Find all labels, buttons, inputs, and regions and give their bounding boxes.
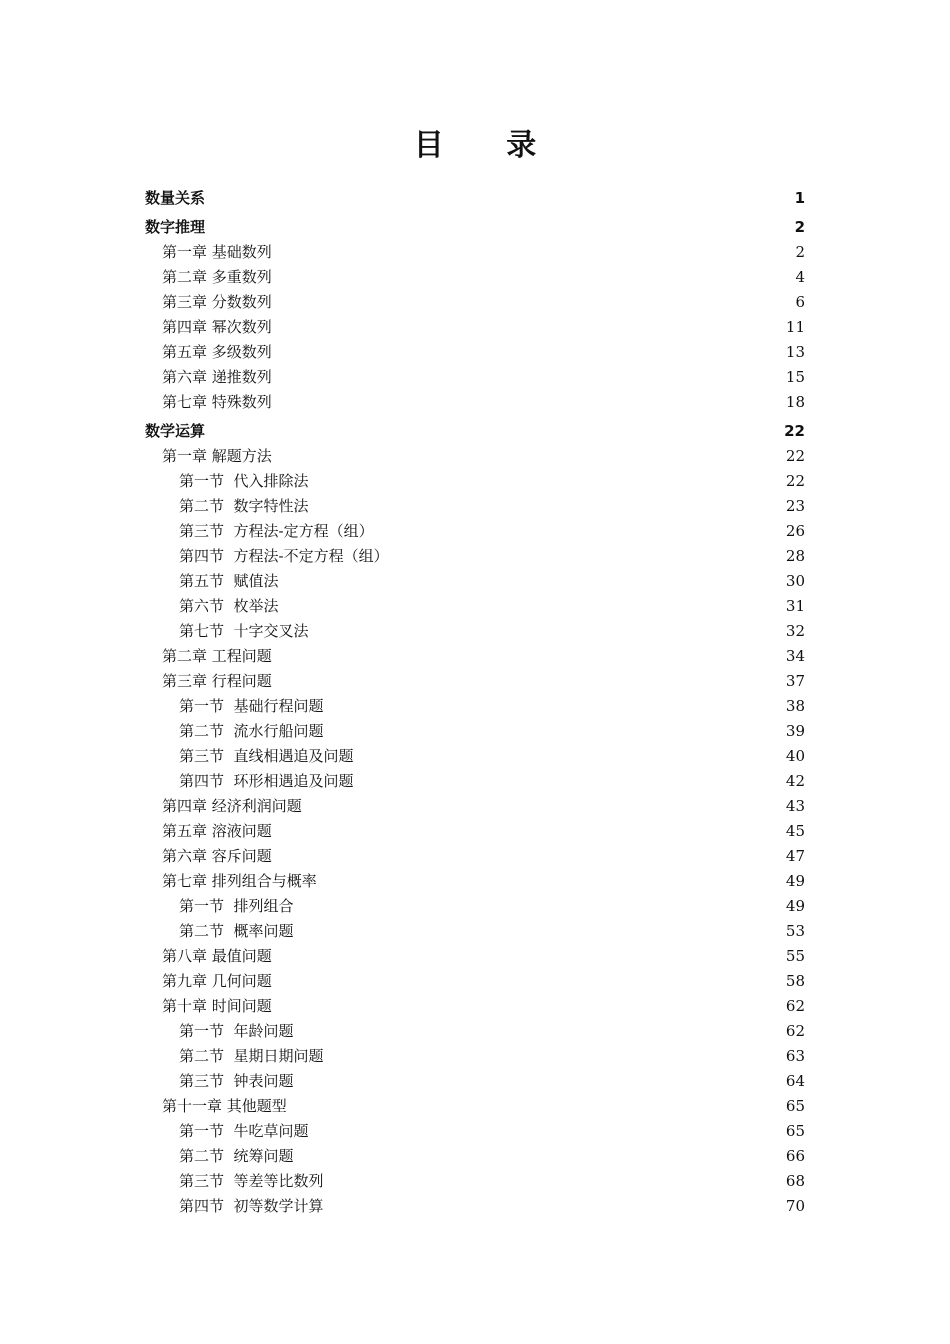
toc-chapter[interactable] <box>0 1094 950 1118</box>
toc-entry-page-number: 31 <box>785 597 805 615</box>
toc-subsection[interactable] <box>0 744 950 768</box>
toc-entry-label: 第七节 十字交叉法 <box>179 622 309 640</box>
toc-entry-page-number: 63 <box>785 1047 805 1065</box>
toc-subsection[interactable] <box>0 1144 950 1168</box>
toc-chapter[interactable] <box>0 994 950 1018</box>
toc-chapter[interactable] <box>0 644 950 668</box>
toc-subsection[interactable] <box>0 719 950 743</box>
toc-entry-page-number: 39 <box>785 722 805 740</box>
toc-chapter[interactable] <box>0 340 950 364</box>
toc-entry-label: 第七章 特殊数列 <box>162 393 272 411</box>
toc-section[interactable] <box>0 215 950 239</box>
toc-entry-page-number: 62 <box>785 1022 805 1040</box>
toc-entry-page-number: 28 <box>785 547 805 565</box>
toc-entry-page-number: 65 <box>785 1122 805 1140</box>
toc-chapter[interactable] <box>0 844 950 868</box>
toc-entry-label: 第三章 分数数列 <box>162 293 272 311</box>
toc-entry-page-number: 43 <box>785 797 805 815</box>
toc-entry-label: 第一节 代入排除法 <box>179 472 309 490</box>
toc-subsection[interactable] <box>0 1169 950 1193</box>
toc-entry-page-number: 32 <box>785 622 805 640</box>
toc-entry-page-number: 34 <box>785 647 805 665</box>
toc-entry-label: 数字推理 <box>145 218 206 236</box>
toc-entry-label: 第二节 统筹问题 <box>179 1147 294 1165</box>
toc-entry-page-number: 49 <box>785 872 805 890</box>
toc-entry-page-number: 42 <box>785 772 805 790</box>
toc-entry-page-number: 68 <box>785 1172 805 1190</box>
toc-entry-label: 第九章 几何问题 <box>162 972 272 990</box>
toc-entry-label: 第二章 多重数列 <box>162 268 272 286</box>
toc-chapter[interactable] <box>0 240 950 264</box>
toc-subsection[interactable] <box>0 569 950 593</box>
toc-subsection[interactable] <box>0 619 950 643</box>
toc-entry-label: 第四章 经济利润问题 <box>162 797 302 815</box>
toc-entry-label: 第四节 方程法-不定方程（组） <box>179 547 389 565</box>
toc-entry-label: 第二节 概率问题 <box>179 922 294 940</box>
toc-entry-label: 第二节 星期日期问题 <box>179 1047 324 1065</box>
toc-entry-label: 第五章 多级数列 <box>162 343 272 361</box>
toc-entry-label: 第四节 初等数学计算 <box>179 1197 324 1215</box>
toc-entry-page-number: 47 <box>785 847 805 865</box>
toc-entry-page-number: 65 <box>785 1097 805 1115</box>
toc-entry-page-number: 26 <box>785 522 805 540</box>
toc-entry-label: 第二节 流水行船问题 <box>179 722 324 740</box>
toc-subsection[interactable] <box>0 694 950 718</box>
toc-entry-label: 第一节 基础行程问题 <box>179 697 324 715</box>
toc-entry-page-number: 49 <box>785 897 805 915</box>
toc-entry-label: 第八章 最值问题 <box>162 947 272 965</box>
toc-entry-page-number: 70 <box>785 1197 805 1215</box>
toc-entry-label: 第四章 幂次数列 <box>162 318 272 336</box>
toc-entry-page-number: 30 <box>785 572 805 590</box>
toc-subsection[interactable] <box>0 519 950 543</box>
toc-chapter[interactable] <box>0 365 950 389</box>
toc-chapter[interactable] <box>0 390 950 414</box>
toc-section[interactable] <box>0 186 950 210</box>
toc-entry-page-number: 22 <box>785 472 805 490</box>
toc-chapter[interactable] <box>0 819 950 843</box>
toc-chapter[interactable] <box>0 944 950 968</box>
toc-entry-label: 第一章 解题方法 <box>162 447 272 465</box>
toc-entry-label: 第六节 枚举法 <box>179 597 279 615</box>
toc-entry-label: 第十一章 其他题型 <box>162 1097 287 1115</box>
toc-section[interactable] <box>0 419 950 443</box>
toc-entry-page-number: 2 <box>795 243 805 261</box>
toc-subsection[interactable] <box>0 1069 950 1093</box>
toc-subsection[interactable] <box>0 1194 950 1218</box>
toc-chapter[interactable] <box>0 315 950 339</box>
toc-entry-page-number: 22 <box>785 447 805 465</box>
toc-entry-page-number: 64 <box>785 1072 805 1090</box>
toc-entry-page-number: 53 <box>785 922 805 940</box>
toc-entry-label: 数学运算 <box>145 422 206 440</box>
toc-chapter[interactable] <box>0 969 950 993</box>
toc-entry-label: 第二章 工程问题 <box>162 647 272 665</box>
toc-entry-label: 第一章 基础数列 <box>162 243 272 261</box>
toc-entry-page-number: 1 <box>794 189 805 207</box>
toc-entry-label: 第二节 数字特性法 <box>179 497 309 515</box>
toc-entry-label: 第一节 排列组合 <box>179 897 294 915</box>
toc-entry-page-number: 45 <box>785 822 805 840</box>
toc-subsection[interactable] <box>0 544 950 568</box>
toc-subsection[interactable] <box>0 1044 950 1068</box>
toc-entry-page-number: 58 <box>785 972 805 990</box>
toc-entry-page-number: 6 <box>795 293 805 311</box>
toc-subsection[interactable] <box>0 494 950 518</box>
toc-entry-label: 第五节 赋值法 <box>179 572 279 590</box>
toc-subsection[interactable] <box>0 769 950 793</box>
toc-subsection[interactable] <box>0 1119 950 1143</box>
toc-subsection[interactable] <box>0 894 950 918</box>
toc-entry-page-number: 55 <box>785 947 805 965</box>
toc-entry-label: 第三节 方程法-定方程（组） <box>179 522 374 540</box>
toc-entry-page-number: 38 <box>785 697 805 715</box>
toc-entry-page-number: 66 <box>785 1147 805 1165</box>
toc-entry-page-number: 37 <box>785 672 805 690</box>
toc-entry-label: 第一节 年龄问题 <box>179 1022 294 1040</box>
toc-entry-label: 第三章 行程问题 <box>162 672 272 690</box>
toc-subsection[interactable] <box>0 1019 950 1043</box>
toc-entry-page-number: 15 <box>785 368 805 386</box>
toc-chapter[interactable] <box>0 794 950 818</box>
toc-entry-label: 第六章 递推数列 <box>162 368 272 386</box>
toc-entry-page-number: 2 <box>794 218 805 236</box>
toc-chapter[interactable] <box>0 444 950 468</box>
toc-entry-page-number: 11 <box>785 318 805 336</box>
toc-entry-page-number: 22 <box>784 422 805 440</box>
toc-subsection[interactable] <box>0 594 950 618</box>
toc-entry-label: 第五章 溶液问题 <box>162 822 272 840</box>
toc-entry-page-number: 62 <box>785 997 805 1015</box>
toc-entry-page-number: 23 <box>785 497 805 515</box>
toc-entry-page-number: 4 <box>795 268 805 286</box>
toc-entry-label: 第十章 时间问题 <box>162 997 272 1015</box>
page-title: 目 录 <box>413 128 563 163</box>
toc-entry-label: 第七章 排列组合与概率 <box>162 872 317 890</box>
toc-entry-label: 数量关系 <box>145 189 206 207</box>
toc-entry-label: 第六章 容斥问题 <box>162 847 272 865</box>
toc-chapter[interactable] <box>0 265 950 289</box>
toc-entry-page-number: 13 <box>785 343 805 361</box>
toc-chapter[interactable] <box>0 669 950 693</box>
toc-entry-label: 第三节 钟表问题 <box>179 1072 294 1090</box>
toc-entry-label: 第一节 牛吃草问题 <box>179 1122 309 1140</box>
toc-chapter[interactable] <box>0 290 950 314</box>
toc-entry-page-number: 18 <box>785 393 805 411</box>
toc-entry-label: 第三节 等差等比数列 <box>179 1172 324 1190</box>
toc-subsection[interactable] <box>0 469 950 493</box>
toc-chapter[interactable] <box>0 869 950 893</box>
toc-entry-page-number: 40 <box>785 747 805 765</box>
toc-entry-label: 第三节 直线相遇追及问题 <box>179 747 354 765</box>
toc-entry-label: 第四节 环形相遇追及问题 <box>179 772 354 790</box>
toc-subsection[interactable] <box>0 919 950 943</box>
